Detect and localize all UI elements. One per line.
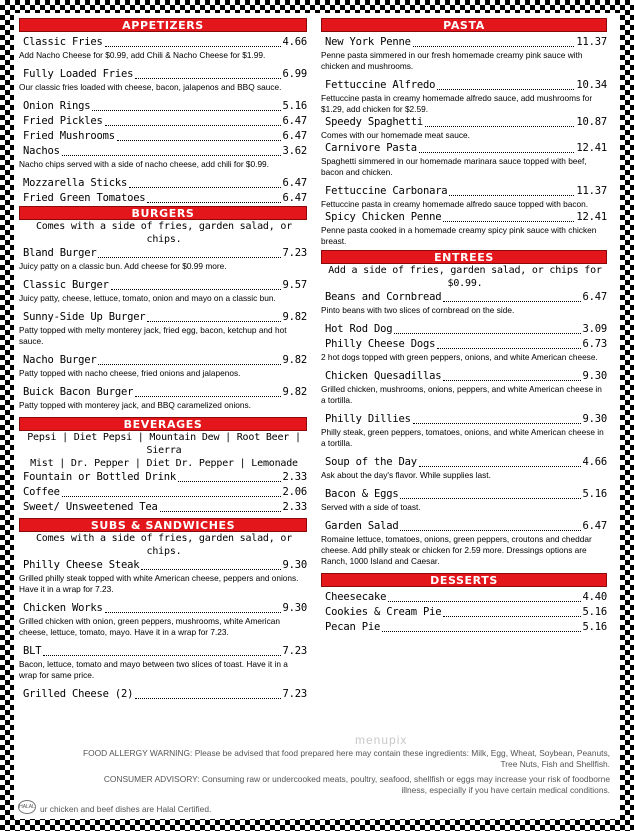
menu-item[interactable]: Buick Bacon Burger 9.82	[23, 386, 307, 398]
item-desc: 2 hot dogs topped with green peppers, onions, and white American cheese.	[321, 352, 598, 362]
left-column	[19, 18, 307, 702]
menu-item[interactable]: Fettuccine Alfredo 10.34	[325, 79, 607, 91]
menu-item[interactable]: Philly Dillies 9.30	[325, 413, 607, 425]
item-desc: Pinto beans with two slices of cornbread on the side.	[321, 305, 515, 315]
menu-item[interactable]: Coffee 2.06	[23, 486, 307, 498]
menu-item[interactable]: Sunny-Side Up Burger 9.82	[23, 311, 307, 323]
beverages-note-1: Pepsi | Diet Pepsi | Mountain Dew | Root Beer | Sierra	[27, 432, 301, 456]
item-desc: Patty topped with nacho cheese, fried onions and jalapenos.	[19, 368, 241, 378]
item-desc: Grilled chicken with onion, green peppers, mushrooms, white American cheese, lettuce, tomato, mayo. Have it in a wrap for 7.23.	[19, 616, 281, 637]
item-desc: Grilled chicken, mushrooms, onions, peppers, and white American cheese in a tortilla.	[321, 384, 602, 405]
menu-item[interactable]: Mozzarella Sticks 6.47	[23, 177, 307, 189]
item-desc: Bacon, lettuce, tomato and mayo between two slices of toast. Have it in a wrap for same price.	[19, 659, 288, 680]
menu-item[interactable]: Onion Rings 5.16	[23, 100, 307, 112]
item-desc: Fettuccine pasta in creamy homemade alfredo sauce topped with bacon.	[321, 199, 589, 209]
item-desc: Romaine lettuce, tomatoes, onions, green peppers, croutons and cheddar cheese. Add philly steak or chicken for 2.59 more. Dressings options are Ranch, 1000 Island and Caesar.	[321, 534, 592, 566]
menu-item[interactable]: Beans and Cornbread 6.47	[325, 291, 607, 303]
consumer-advisory: CONSUMER ADVISORY: Consuming raw or undercooked meats, poultry, seafood, shellfish or eggs may increase your risk of foodborne illness, especially if you have certain medical conditions.	[103, 774, 610, 795]
pasta-header: PASTA	[321, 18, 607, 32]
menu-item[interactable]: Fried Mushrooms 6.47	[23, 130, 307, 142]
menu-item[interactable]: BLT 7.23	[23, 645, 307, 657]
beverages-header: BEVERAGES	[19, 417, 307, 431]
menu-item[interactable]: Speedy Spaghetti 10.87	[325, 116, 607, 128]
menu-item[interactable]: Cheesecake 4.40	[325, 591, 607, 603]
menu-item[interactable]: Pecan Pie 5.16	[325, 621, 607, 633]
item-desc: Add Nacho Cheese for $0.99, add Chili & Nacho Cheese for $1.99.	[19, 50, 266, 60]
menu-item[interactable]: Grilled Cheese (2) 7.23	[23, 688, 307, 700]
allergy-warning: FOOD ALLERGY WARNING: Please be advised that food prepared here may contain these ingredients: Milk, Egg, Wheat, Soybean, Peanuts, Tree Nuts, Fish and Shellfish.	[83, 748, 610, 769]
menu-item[interactable]: Philly Cheese Steak 9.30	[23, 559, 307, 571]
menu-item[interactable]: Classic Burger 9.57	[23, 279, 307, 291]
item-desc: Patty topped with monterey jack, and BBQ caramelized onions.	[19, 400, 251, 410]
item-desc: Juicy patty, cheese, lettuce, tomato, onion and mayo on a classic bun.	[19, 293, 276, 303]
item-desc: Served with a side of toast.	[321, 502, 421, 512]
menu-page	[14, 13, 620, 819]
right-column	[321, 18, 607, 635]
item-desc: Fettuccine pasta in creamy homemade alfredo sauce, add mushrooms for $1.29, add chicken for $2.59.	[321, 93, 593, 114]
menu-item[interactable]: Chicken Quesadillas 9.30	[325, 370, 607, 382]
item-desc: Penne pasta simmered in our fresh homemade creamy pink sauce with chicken and mushrooms.	[321, 50, 583, 71]
item-desc: Juicy patty on a classic bun. Add cheese for $0.99 more.	[19, 261, 227, 271]
menu-item[interactable]: Classic Fries 4.66	[23, 36, 307, 48]
item-desc: Comes with our homemade meat sauce.	[321, 130, 470, 140]
subs-note: Comes with a side of fries, garden salad, or chips.	[35, 533, 293, 557]
menu-item[interactable]: Spicy Chicken Penne 12.41	[325, 211, 607, 223]
menu-item[interactable]: Soup of the Day 4.66	[325, 456, 607, 468]
menu-item[interactable]: Cookies & Cream Pie 5.16	[325, 606, 607, 618]
item-desc: Penne pasta cooked in a homemade creamy spicy pink sauce with chicken breast.	[321, 225, 597, 246]
item-desc: Nacho chips served with a side of nacho cheese, add chili for $0.99.	[19, 159, 269, 169]
item-desc: Patty topped with melty monterey jack, fried egg, bacon, ketchup and hot sauce.	[19, 325, 287, 346]
watermark: menupix	[355, 733, 408, 747]
menu-item[interactable]: Sweet/ Unsweetened Tea 2.33	[23, 501, 307, 513]
menu-item[interactable]: Hot Rod Dog 3.09	[325, 323, 607, 335]
menu-item[interactable]: Nacho Burger 9.82	[23, 354, 307, 366]
entrees-note: Add a side of fries, garden salad, or chips for $0.99.	[328, 265, 602, 289]
item-desc: Philly steak, green peppers, tomatoes, onions, and white American cheese in a tortilla.	[321, 427, 604, 448]
menu-item[interactable]: New York Penne 11.37	[325, 36, 607, 48]
menu-item[interactable]: Philly Cheese Dogs 6.73	[325, 338, 607, 350]
burgers-note: Comes with a side of fries, garden salad, or chips.	[35, 221, 293, 245]
menu-item[interactable]: Fried Green Tomatoes 6.47	[23, 192, 307, 204]
menu-item[interactable]: Chicken Works 9.30	[23, 602, 307, 614]
menu-item[interactable]: Fried Pickles 6.47	[23, 115, 307, 127]
menu-item[interactable]: Fountain or Bottled Drink 2.33	[23, 471, 307, 483]
item-desc: Ask about the day's flavor. While supplies last.	[321, 470, 491, 480]
burgers-header: BURGERS	[19, 206, 307, 220]
menu-item[interactable]: Garden Salad 6.47	[325, 520, 607, 532]
halal-logo-icon: HALAL	[18, 800, 36, 814]
menu-item[interactable]: Bland Burger 7.23	[23, 247, 307, 259]
beverages-note-2: Mist | Dr. Pepper | Diet Dr. Pepper | Lemonade	[30, 458, 298, 469]
menu-item[interactable]: Nachos 3.62	[23, 145, 307, 157]
item-desc: Spaghetti simmered in our homemade marinara sauce topped with beef, bacon and chicken.	[321, 156, 587, 177]
entrees-header: ENTREES	[321, 250, 607, 264]
desserts-header: DESSERTS	[321, 573, 607, 587]
item-desc: Grilled philly steak topped with white American cheese, peppers and onions. Have it in a wrap for 7.23.	[19, 573, 299, 594]
menu-item[interactable]: Carnivore Pasta 12.41	[325, 142, 607, 154]
subs-header: SUBS & SANDWICHES	[19, 518, 307, 532]
menu-item[interactable]: Bacon & Eggs 5.16	[325, 488, 607, 500]
appetizers-header: APPETIZERS	[19, 18, 307, 32]
menu-item[interactable]: Fully Loaded Fries 6.99	[23, 68, 307, 80]
halal-note: ur chicken and beef dishes are Halal Certified.	[40, 804, 212, 814]
menu-item[interactable]: Fettuccine Carbonara 11.37	[325, 185, 607, 197]
item-desc: Our classic fries loaded with cheese, bacon, jalapenos and BBQ sauce.	[19, 82, 282, 92]
